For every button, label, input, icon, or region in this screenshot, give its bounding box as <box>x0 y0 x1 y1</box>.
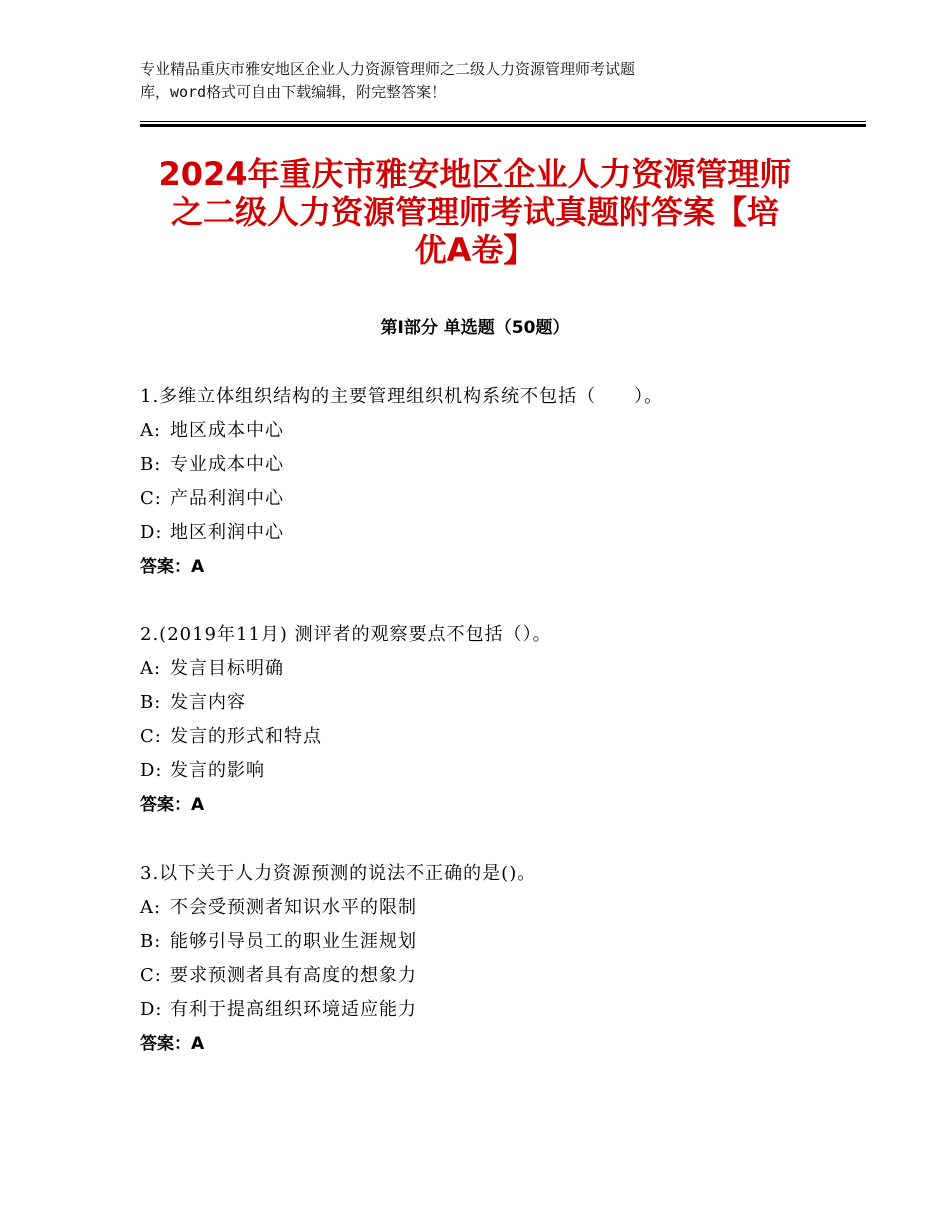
option-b <box>140 451 840 485</box>
option-c <box>140 485 840 519</box>
option-d <box>140 519 840 553</box>
option-text: 专业成本中心 <box>170 454 284 475</box>
header-divider-thin <box>140 121 866 122</box>
header-note-line-2: 库，word格式可自由下载编辑，附完整答案！ <box>140 83 447 101</box>
question-stem: 1.多维立体组织结构的主要管理组织机构系统不包括（ ）。 <box>140 386 664 407</box>
option-text: 不会受预测者知识水平的限制 <box>170 897 417 918</box>
question-3 <box>140 860 840 1064</box>
option-text: 发言的影响 <box>170 760 265 781</box>
option-text: 能够引导员工的职业生涯规划 <box>170 931 417 952</box>
section-heading: 第Ⅰ部分 单选题（50题） <box>380 318 570 338</box>
question-1 <box>140 383 840 587</box>
option-d <box>140 996 840 1030</box>
option-text: 发言的形式和特点 <box>170 726 322 747</box>
option-key: C: <box>140 488 162 509</box>
option-key: A: <box>140 420 162 441</box>
title-line-2: 之二级人力资源管理师考试真题附答案【培 <box>170 193 779 231</box>
option-key: B: <box>140 931 162 952</box>
option-key: A: <box>140 897 162 918</box>
option-a <box>140 655 840 689</box>
answer-line: 答案：A <box>140 557 205 577</box>
header-divider-thick <box>140 124 866 127</box>
option-key: C: <box>140 726 162 747</box>
title-line-1: 2024年重庆市雅安地区企业人力资源管理师 <box>158 155 792 193</box>
option-key: A: <box>140 658 162 679</box>
option-key: D: <box>140 999 163 1020</box>
option-d <box>140 757 840 791</box>
header-note-line-1: 专业精品重庆市雅安地区企业人力资源管理师之二级人力资源管理师考试题 <box>140 60 636 78</box>
option-key: B: <box>140 454 162 475</box>
option-key: D: <box>140 522 163 543</box>
header-note <box>140 58 780 104</box>
option-b <box>140 928 840 962</box>
title-line-3: 优A卷】 <box>414 231 536 269</box>
option-key: B: <box>140 692 162 713</box>
question-stem: 3.以下关于人力资源预测的说法不正确的是()。 <box>140 863 537 884</box>
option-text: 发言内容 <box>170 692 246 713</box>
option-text: 发言目标明确 <box>170 658 284 679</box>
option-key: C: <box>140 965 162 986</box>
option-a <box>140 894 840 928</box>
option-text: 有利于提高组织环境适应能力 <box>170 999 417 1020</box>
question-2 <box>140 621 840 825</box>
option-text: 要求预测者具有高度的想象力 <box>170 965 417 986</box>
option-c <box>140 723 840 757</box>
option-c <box>140 962 840 996</box>
document-title <box>140 155 810 269</box>
option-text: 地区利润中心 <box>170 522 284 543</box>
option-b <box>140 689 840 723</box>
option-text: 地区成本中心 <box>170 420 284 441</box>
answer-line: 答案：A <box>140 1034 205 1054</box>
option-key: D: <box>140 760 163 781</box>
option-text: 产品利润中心 <box>170 488 284 509</box>
option-a <box>140 417 840 451</box>
answer-line: 答案：A <box>140 795 205 815</box>
question-stem: 2.(2019年11月) 测评者的观察要点不包括（）。 <box>140 624 552 645</box>
